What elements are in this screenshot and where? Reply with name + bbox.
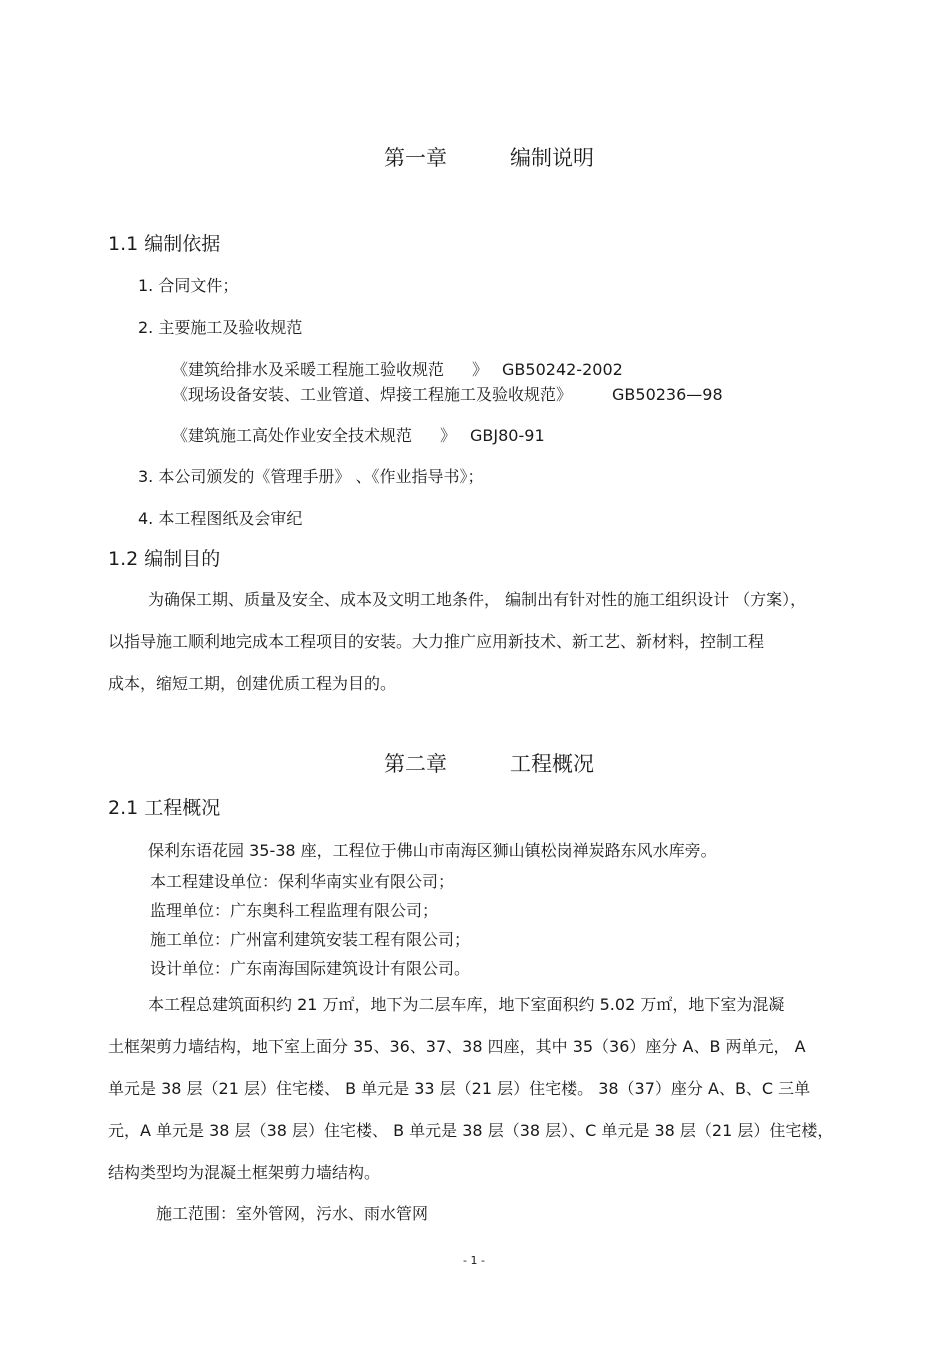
desc-line-3: 单元是 38 层（21 层）住宅楼、 B 单元是 33 层（21 层）住宅楼。 38（37）座分 A、B、C 三单 xyxy=(108,1079,811,1098)
standard-1-close: 》 xyxy=(472,360,489,379)
desc-line-5: 结构类型均为混凝土框架剪力墙结构。 xyxy=(108,1163,381,1182)
basis-item-3: 3. 本公司颁发的《管理手册》 、《作业指导书》； xyxy=(138,467,484,486)
standard-1-code: GB50242-2002 xyxy=(502,360,623,379)
standard-3 xyxy=(172,423,545,446)
page-number: - 1 - xyxy=(463,1254,485,1267)
basis-item-1: 1. 合同文件； xyxy=(138,276,239,295)
project-location: 保利东语花园 35-38 座，工程位于佛山市南海区狮山镇松岗禅炭路东风水库旁。 xyxy=(148,841,717,860)
standard-2 xyxy=(172,382,723,405)
section-1-2-heading: 1.2 编制目的 xyxy=(108,548,221,570)
chapter-1-title: 编制说明 xyxy=(510,146,594,170)
purpose-line-2: 以指导施工顺利地完成本工程项目的安装。大力推广应用新技术、新工艺、新材料，控制工程 xyxy=(108,632,765,651)
chapter-1-number: 第一章 xyxy=(384,146,447,170)
standard-1-name: 《建筑给排水及采暖工程施工验收规范 xyxy=(172,360,445,379)
construction-scope: 施工范围：室外管网，污水、雨水管网 xyxy=(156,1204,429,1223)
desc-line-2: 土框架剪力墙结构，地下室上面分 35、36、37、38 四座，其中 35（36）座分 A、B 两单元， A xyxy=(108,1037,806,1056)
basis-item-2: 2. 主要施工及验收规范 xyxy=(138,318,303,337)
purpose-line-1: 为确保工期、质量及安全、成本及文明工地条件， 编制出有针对性的施工组织设计 （方案）， xyxy=(148,590,807,609)
standard-2-name: 《现场设备安装、工业管道、焊接工程施工及验收规范》 xyxy=(172,385,573,404)
unit-owner: 本工程建设单位：保利华南实业有限公司； xyxy=(150,872,455,891)
section-1-1-heading: 1.1 编制依据 xyxy=(108,233,221,255)
desc-line-4: 元，A 单元是 38 层（38 层）住宅楼、 B 单元是 38 层（38 层）、C 单元是 38 层（21 层）住宅楼， xyxy=(108,1121,834,1140)
unit-supervisor: 监理单位：广东奥科工程监理有限公司； xyxy=(150,901,439,920)
purpose-line-3: 成本，缩短工期，创建优质工程为目的。 xyxy=(108,674,397,693)
unit-contractor: 施工单位：广州富利建筑安装工程有限公司； xyxy=(150,930,471,949)
standard-1 xyxy=(172,357,623,380)
unit-designer: 设计单位：广东南海国际建筑设计有限公司。 xyxy=(150,959,471,978)
standard-3-code: GBJ80-91 xyxy=(470,426,545,445)
standard-3-close: 》 xyxy=(440,426,457,445)
standard-2-code: GB50236—98 xyxy=(612,385,723,404)
chapter-2-number: 第二章 xyxy=(384,752,447,776)
chapter-2-title: 工程概况 xyxy=(510,752,594,776)
standard-3-name: 《建筑施工高处作业安全技术规范 xyxy=(172,426,413,445)
desc-line-1: 本工程总建筑面积约 21 万㎡，地下为二层车库，地下室面积约 5.02 万㎡，地下室为混凝 xyxy=(148,995,785,1014)
section-2-1-heading: 2.1 工程概况 xyxy=(108,797,221,819)
basis-item-4: 4. 本工程图纸及会审纪 xyxy=(138,509,303,528)
